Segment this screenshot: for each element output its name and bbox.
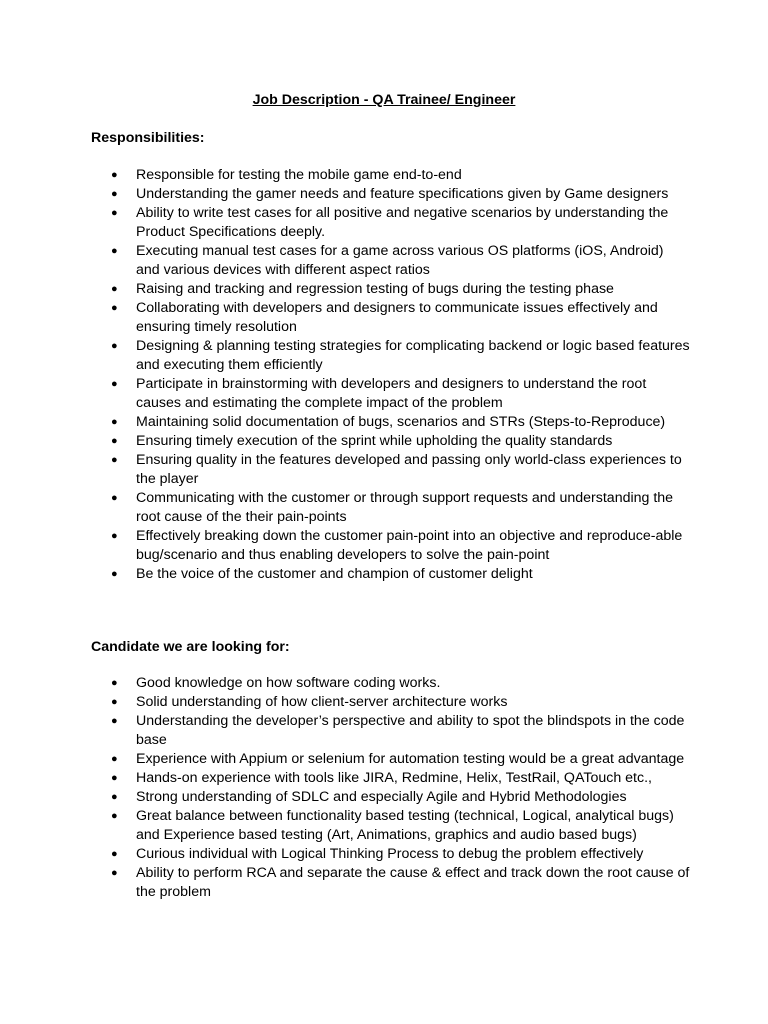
responsibility-item bbox=[91, 432, 691, 451]
responsibility-item bbox=[91, 489, 691, 527]
candidate-requirement-item bbox=[91, 788, 691, 807]
responsibility-item bbox=[91, 185, 691, 204]
responsibility-item bbox=[91, 299, 691, 337]
document-title: Job Description - QA Trainee/ Engineer bbox=[252, 92, 516, 108]
candidate-requirement-item bbox=[91, 674, 691, 693]
responsibility-item-text: Communicating with the customer or through support requests and understanding the root cause of the their pain-points bbox=[136, 490, 674, 525]
responsibility-item bbox=[91, 242, 691, 280]
bullet-icon: ● bbox=[111, 867, 118, 879]
bullet-icon: ● bbox=[111, 302, 118, 314]
candidate-requirement-item-text: Understanding the developer’s perspective and ability to spot the blindspots in the code base bbox=[136, 713, 685, 748]
candidate-requirement-item-text: Hands-on experience with tools like JIRA, Redmine, Helix, TestRail, QATouch etc., bbox=[136, 770, 652, 786]
bullet-icon: ● bbox=[111, 340, 118, 352]
responsibility-item bbox=[91, 527, 691, 565]
bullet-icon: ● bbox=[111, 435, 118, 447]
candidate-heading: Candidate we are looking for: bbox=[91, 639, 290, 655]
responsibility-item bbox=[91, 166, 691, 185]
candidate-list bbox=[91, 674, 691, 902]
candidate-requirement-item bbox=[91, 693, 691, 712]
bullet-icon: ● bbox=[111, 283, 118, 295]
responsibility-item bbox=[91, 204, 691, 242]
bullet-icon: ● bbox=[111, 791, 118, 803]
candidate-requirement-item-text: Good knowledge on how software coding works. bbox=[136, 675, 441, 691]
candidate-requirement-item-text: Great balance between functionality based testing (technical, Logical, analytical bugs) and Experience based testing (Art, Animations, graphics and audio based bugs) bbox=[136, 808, 674, 843]
candidate-requirement-item-text: Solid understanding of how client-server architecture works bbox=[136, 694, 508, 710]
bullet-icon: ● bbox=[111, 715, 118, 727]
responsibility-item-text: Ensuring timely execution of the sprint while upholding the quality standards bbox=[136, 433, 613, 449]
bullet-icon: ● bbox=[111, 454, 118, 466]
responsibility-item-text: Ability to write test cases for all positive and negative scenarios by understanding the Product Specifications deeply. bbox=[136, 205, 669, 240]
candidate-requirement-item bbox=[91, 712, 691, 750]
candidate-requirement-item bbox=[91, 750, 691, 769]
bullet-icon: ● bbox=[111, 188, 118, 200]
bullet-icon: ● bbox=[111, 416, 118, 428]
responsibility-item-text: Responsible for testing the mobile game end-to-end bbox=[136, 167, 462, 183]
responsibility-item bbox=[91, 337, 691, 375]
responsibilities-list bbox=[91, 166, 691, 584]
candidate-requirement-item-text: Experience with Appium or selenium for automation testing would be a great advantage bbox=[136, 751, 685, 767]
bullet-icon: ● bbox=[111, 530, 118, 542]
responsibility-item-text: Collaborating with developers and designers to communicate issues effectively and ensuring timely resolution bbox=[136, 300, 658, 335]
bullet-icon: ● bbox=[111, 696, 118, 708]
bullet-icon: ● bbox=[111, 207, 118, 219]
responsibility-item bbox=[91, 280, 691, 299]
responsibility-item-text: Ensuring quality in the features developed and passing only world-class experiences to the player bbox=[136, 452, 682, 487]
responsibility-item-text: Understanding the gamer needs and feature specifications given by Game designers bbox=[136, 186, 669, 202]
responsibility-item-text: Participate in brainstorming with developers and designers to understand the root causes and estimating the complete impact of the problem bbox=[136, 376, 647, 411]
bullet-icon: ● bbox=[111, 772, 118, 784]
responsibility-item-text: Maintaining solid documentation of bugs, scenarios and STRs (Steps-to-Reproduce) bbox=[136, 414, 666, 430]
candidate-requirement-item-text: Curious individual with Logical Thinking Process to debug the problem effectively bbox=[136, 846, 644, 862]
bullet-icon: ● bbox=[111, 848, 118, 860]
responsibility-item-text: Effectively breaking down the customer pain-point into an objective and reproduce-able bug/scenario and thus enabling developers to solve the pain-point bbox=[136, 528, 683, 563]
responsibility-item bbox=[91, 451, 691, 489]
bullet-icon: ● bbox=[111, 568, 118, 580]
candidate-requirement-item bbox=[91, 864, 691, 902]
responsibility-item bbox=[91, 413, 691, 432]
candidate-requirement-item bbox=[91, 807, 691, 845]
candidate-requirement-item-text: Strong understanding of SDLC and especially Agile and Hybrid Methodologies bbox=[136, 789, 627, 805]
bullet-icon: ● bbox=[111, 677, 118, 689]
responsibility-item-text: Executing manual test cases for a game across various OS platforms (iOS, Android) and various devices with different aspect ratios bbox=[136, 243, 664, 278]
responsibility-item-text: Be the voice of the customer and champion of customer delight bbox=[136, 566, 533, 582]
responsibility-item bbox=[91, 375, 691, 413]
responsibility-item bbox=[91, 565, 691, 584]
bullet-icon: ● bbox=[111, 245, 118, 257]
bullet-icon: ● bbox=[111, 753, 118, 765]
bullet-icon: ● bbox=[111, 378, 118, 390]
bullet-icon: ● bbox=[111, 169, 118, 181]
responsibilities-heading: Responsibilities: bbox=[91, 130, 205, 146]
bullet-icon: ● bbox=[111, 810, 118, 822]
candidate-requirement-item bbox=[91, 769, 691, 788]
bullet-icon: ● bbox=[111, 492, 118, 504]
responsibility-item-text: Raising and tracking and regression testing of bugs during the testing phase bbox=[136, 281, 614, 297]
candidate-requirement-item-text: Ability to perform RCA and separate the cause & effect and track down the root cause of the problem bbox=[136, 865, 690, 900]
responsibility-item-text: Designing & planning testing strategies for complicating backend or logic based features and executing them efficiently bbox=[136, 338, 690, 373]
candidate-requirement-item bbox=[91, 845, 691, 864]
